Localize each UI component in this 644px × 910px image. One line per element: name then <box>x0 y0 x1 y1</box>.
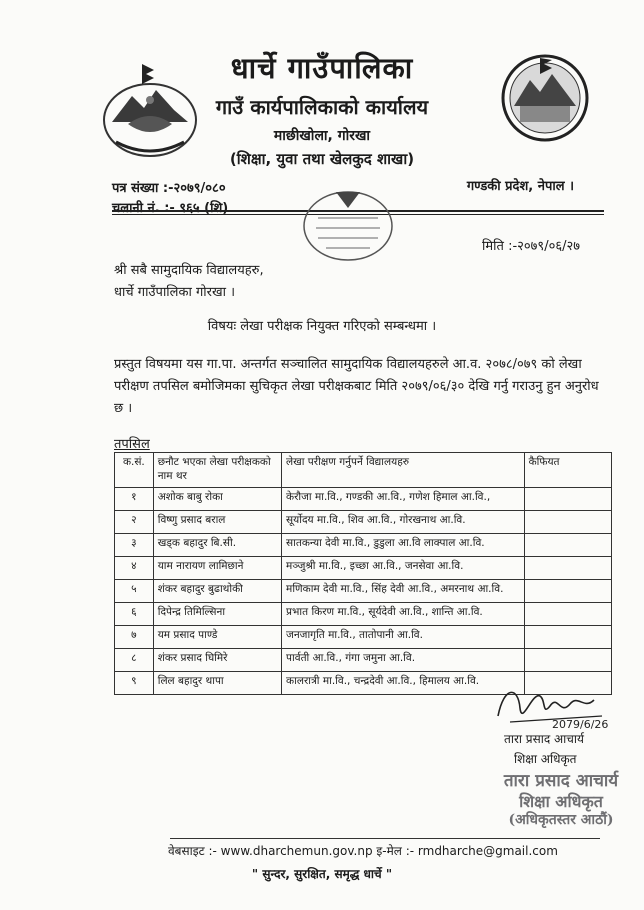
branch-name: (शिक्षा, युवा तथा खेलकुद शाखा) <box>229 150 415 168</box>
table-row <box>115 511 612 534</box>
cell-remarks <box>524 534 611 557</box>
dispatch-number: चलानी नं. :- ९६५ (शि) <box>112 201 229 216</box>
province-label: गण्डकी प्रदेश, नेपाल । <box>466 179 574 194</box>
recipient-line-1: श्री सबै सामुदायिक विद्यालयहरु, <box>114 263 264 278</box>
footer-slogan: " सुन्दर, सुरक्षित, समृद्ध धार्चे " <box>251 867 393 881</box>
cell-auditor-name: लिल बहादुर थापा <box>153 672 281 695</box>
recipient-line-2: धार्चे गाउँपालिका गोरखा । <box>114 285 236 300</box>
cell-schools: कालरात्री मा.वि., चन्द्रदेवी आ.वि., हिमालय आ.वि. <box>282 672 525 695</box>
cell-auditor-name: यम प्रसाद पाण्डे <box>153 626 281 649</box>
svg-text:2079/6/26: 2079/6/26 <box>552 718 609 731</box>
cell-schools: मञ्जुश्री मा.वि., इच्छा आ.वि., जनसेवा आ.वि. <box>282 557 525 580</box>
cell-sn: ४ <box>115 557 154 580</box>
footer-divider <box>170 838 600 839</box>
cell-remarks <box>524 580 611 603</box>
cell-schools: जनजागृति मा.वि., तातोपानी आ.वि. <box>282 626 525 649</box>
stamp-name: तारा प्रसाद आचार्य <box>503 771 619 791</box>
table-header-row <box>115 453 612 488</box>
cell-remarks <box>524 626 611 649</box>
stamp-rank: (अधिकृतस्तर आठौं) <box>508 812 614 828</box>
section-title: तपसिल <box>114 437 150 452</box>
office-stamp-icon <box>300 186 396 264</box>
column-header-schools: लेखा परीक्षण गर्नुपर्ने विद्यालयहरु <box>282 453 525 488</box>
column-header-remarks: कैफियत <box>524 453 611 488</box>
cell-schools: मणिकाम देवी मा.वि., सिंह देवी आ.वि., अमरनाथ आ.वि. <box>282 580 525 603</box>
office-title: गाउँ कार्यपालिकाको कार्यालय <box>215 95 429 119</box>
letter-body: प्रस्तुत विषयमा यस गा.पा. अन्तर्गत सञ्चालित सामुदायिक विद्यालयहरुले आ.व. २०७८/०७९ को लेखा परीक्षण तपसिल बमोजिमका सुचिकृत लेखा परीक्षकबाट मिति २०७९/०६/३० देखि गर्नु गराउनु हुन अनुरोध छ । <box>114 357 599 416</box>
cell-sn: ८ <box>115 649 154 672</box>
cell-sn: ९ <box>115 672 154 695</box>
cell-schools: सूर्योदय मा.वि., शिव आ.वि., गोरखनाथ आ.वि. <box>282 511 525 534</box>
cell-remarks <box>524 557 611 580</box>
cell-schools: सातकन्या देवी मा.वि., डुडुला आ.वि लाक्पाल आ.वि. <box>282 534 525 557</box>
cell-schools: प्रभात किरण मा.वि., सूर्यदेवी आ.वि., शान्ति आ.वि. <box>282 603 525 626</box>
signatory-name: तारा प्रसाद आचार्य <box>504 732 584 746</box>
municipality-title: धार्चे गाउँपालिका <box>230 51 414 85</box>
cell-remarks <box>524 603 611 626</box>
table-row <box>115 557 612 580</box>
office-location: माछीखोला, गोरखा <box>273 128 371 144</box>
cell-remarks <box>524 649 611 672</box>
cell-auditor-name: खड्क बहादुर बि.सी. <box>153 534 281 557</box>
cell-auditor-name: अशोक बाबु रोका <box>153 488 281 511</box>
table-row <box>115 580 612 603</box>
table-row <box>115 488 612 511</box>
table-row <box>115 603 612 626</box>
column-header-sn: क.सं. <box>115 453 154 488</box>
cell-sn: ३ <box>115 534 154 557</box>
footer-contact: वेबसाइट :- www.dharchemun.gov.np इ-मेल :- rmdharche@gmail.com <box>168 844 558 858</box>
cell-auditor-name: शंकर बहादुर बुढाथोकी <box>153 580 281 603</box>
column-header-auditor: छनौट भएका लेखा परीक्षकको नाम थर <box>153 453 281 488</box>
cell-schools: पार्वती आ.वि., गंगा जमुना आ.वि. <box>282 649 525 672</box>
stamp-title: शिक्षा अधिकृत <box>519 792 603 811</box>
cell-sn: १ <box>115 488 154 511</box>
letter-number: पत्र संख्या :-२०७९/०८० <box>112 181 226 196</box>
table-row <box>115 649 612 672</box>
signature-icon <box>490 676 610 732</box>
cell-sn: २ <box>115 511 154 534</box>
cell-sn: ७ <box>115 626 154 649</box>
table-row <box>115 534 612 557</box>
cell-remarks <box>524 511 611 534</box>
cell-schools: केरौजा मा.वि., गण्डकी आ.वि., गणेश हिमाल आ.वि., <box>282 488 525 511</box>
cell-auditor-name: याम नारायण लामिछाने <box>153 557 281 580</box>
cell-sn: ६ <box>115 603 154 626</box>
cell-auditor-name: दिपेन्द्र तिमिल्सिना <box>153 603 281 626</box>
table-row <box>115 626 612 649</box>
signatory-title: शिक्षा अधिकृत <box>514 752 577 766</box>
auditor-table <box>114 452 612 695</box>
cell-auditor-name: विष्णु प्रसाद बराल <box>153 511 281 534</box>
letter-date: मिति :-२०७९/०६/२७ <box>482 239 580 254</box>
cell-auditor-name: शंकर प्रसाद घिमिरे <box>153 649 281 672</box>
cell-sn: ५ <box>115 580 154 603</box>
letter-subject: विषयः लेखा परीक्षक नियुक्त गरिएको सम्बन्धमा । <box>207 319 437 334</box>
cell-remarks <box>524 488 611 511</box>
